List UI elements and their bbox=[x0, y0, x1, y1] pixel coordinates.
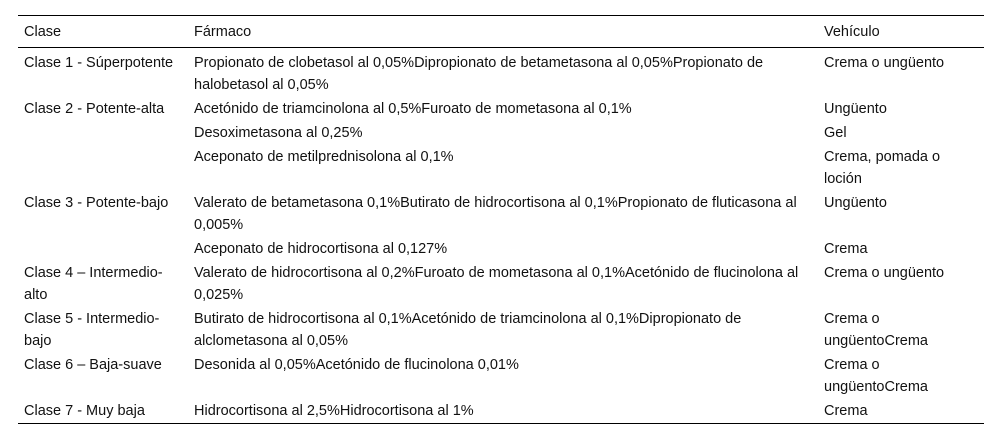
cell-clase: Clase 5 - Intermedio-bajo bbox=[24, 311, 160, 349]
cell-vehiculo: Crema bbox=[824, 241, 868, 257]
cell-clase: Clase 7 - Muy baja bbox=[24, 403, 145, 419]
cell-farmaco: Desoximetasona al 0,25% bbox=[194, 125, 363, 141]
cell-vehiculo: Crema o ungüento bbox=[824, 55, 945, 71]
cell-vehiculo: Ungüento bbox=[824, 195, 887, 211]
cell-clase: Clase 2 - Potente-alta bbox=[24, 101, 165, 117]
cell-vehiculo: Crema o ungüentoCrema bbox=[824, 311, 928, 349]
cell-clase bbox=[18, 121, 188, 145]
cell-farmaco: Hidrocortisona al 2,5%Hidrocortisona al 1% bbox=[194, 403, 474, 419]
cell-vehiculo: Ungüento bbox=[824, 101, 887, 117]
header-farmaco: Fármaco bbox=[194, 23, 252, 40]
cell-farmaco: Valerato de hidrocortisona al 0,2%Furoato de mometasona al 0,1%Acetónido de flucinolona al 0,025% bbox=[194, 265, 799, 303]
cell-clase: Clase 1 - Súperpotente bbox=[24, 55, 174, 71]
cell-vehiculo: Crema o ungüentoCrema bbox=[824, 357, 928, 395]
cell-farmaco: Desonida al 0,05%Acetónido de flucinolona 0,01% bbox=[194, 357, 519, 373]
cell-farmaco: Butirato de hidrocortisona al 0,1%Acetónido de triamcinolona al 0,1%Dipropionato de alclometasona al 0,05% bbox=[194, 311, 742, 349]
table-row bbox=[18, 353, 984, 399]
cell-farmaco: Acetónido de triamcinolona al 0,5%Furoato de mometasona al 0,1% bbox=[194, 101, 632, 117]
table-row bbox=[18, 97, 984, 121]
table-row bbox=[18, 48, 984, 98]
cell-farmaco: Valerato de betametasona 0,1%Butirato de hidrocortisona al 0,1%Propionato de fluticasona al 0,005% bbox=[194, 195, 797, 233]
table-row bbox=[18, 399, 984, 424]
table-row bbox=[18, 307, 984, 353]
header-row bbox=[18, 16, 984, 48]
table-row bbox=[18, 191, 984, 237]
cell-farmaco: Propionato de clobetasol al 0,05%Dipropionato de betametasona al 0,05%Propionato de halobetasol al 0,05% bbox=[194, 55, 764, 93]
table-row bbox=[18, 261, 984, 307]
table-row bbox=[18, 145, 984, 191]
cell-clase bbox=[18, 145, 188, 191]
cell-vehiculo: Crema, pomada o loción bbox=[824, 149, 941, 187]
table-body bbox=[18, 48, 984, 424]
header-vehiculo: Vehículo bbox=[824, 23, 880, 40]
cell-farmaco: Aceponato de hidrocortisona al 0,127% bbox=[194, 241, 448, 257]
cell-clase: Clase 6 – Baja-suave bbox=[24, 357, 162, 373]
cell-clase: Clase 3 - Potente-bajo bbox=[24, 195, 169, 211]
cell-farmaco: Aceponato de metilprednisolona al 0,1% bbox=[194, 149, 454, 165]
table-row bbox=[18, 121, 984, 145]
cell-vehiculo: Gel bbox=[824, 125, 847, 141]
cell-clase bbox=[18, 237, 188, 261]
table-header bbox=[18, 16, 984, 48]
cell-vehiculo: Crema o ungüento bbox=[824, 265, 945, 281]
table-row bbox=[18, 237, 984, 261]
cell-clase: Clase 4 – Intermedio-alto bbox=[24, 265, 163, 303]
header-clase: Clase bbox=[24, 23, 62, 40]
cell-vehiculo: Crema bbox=[824, 403, 868, 419]
corticosteroid-potency-table bbox=[18, 15, 984, 424]
